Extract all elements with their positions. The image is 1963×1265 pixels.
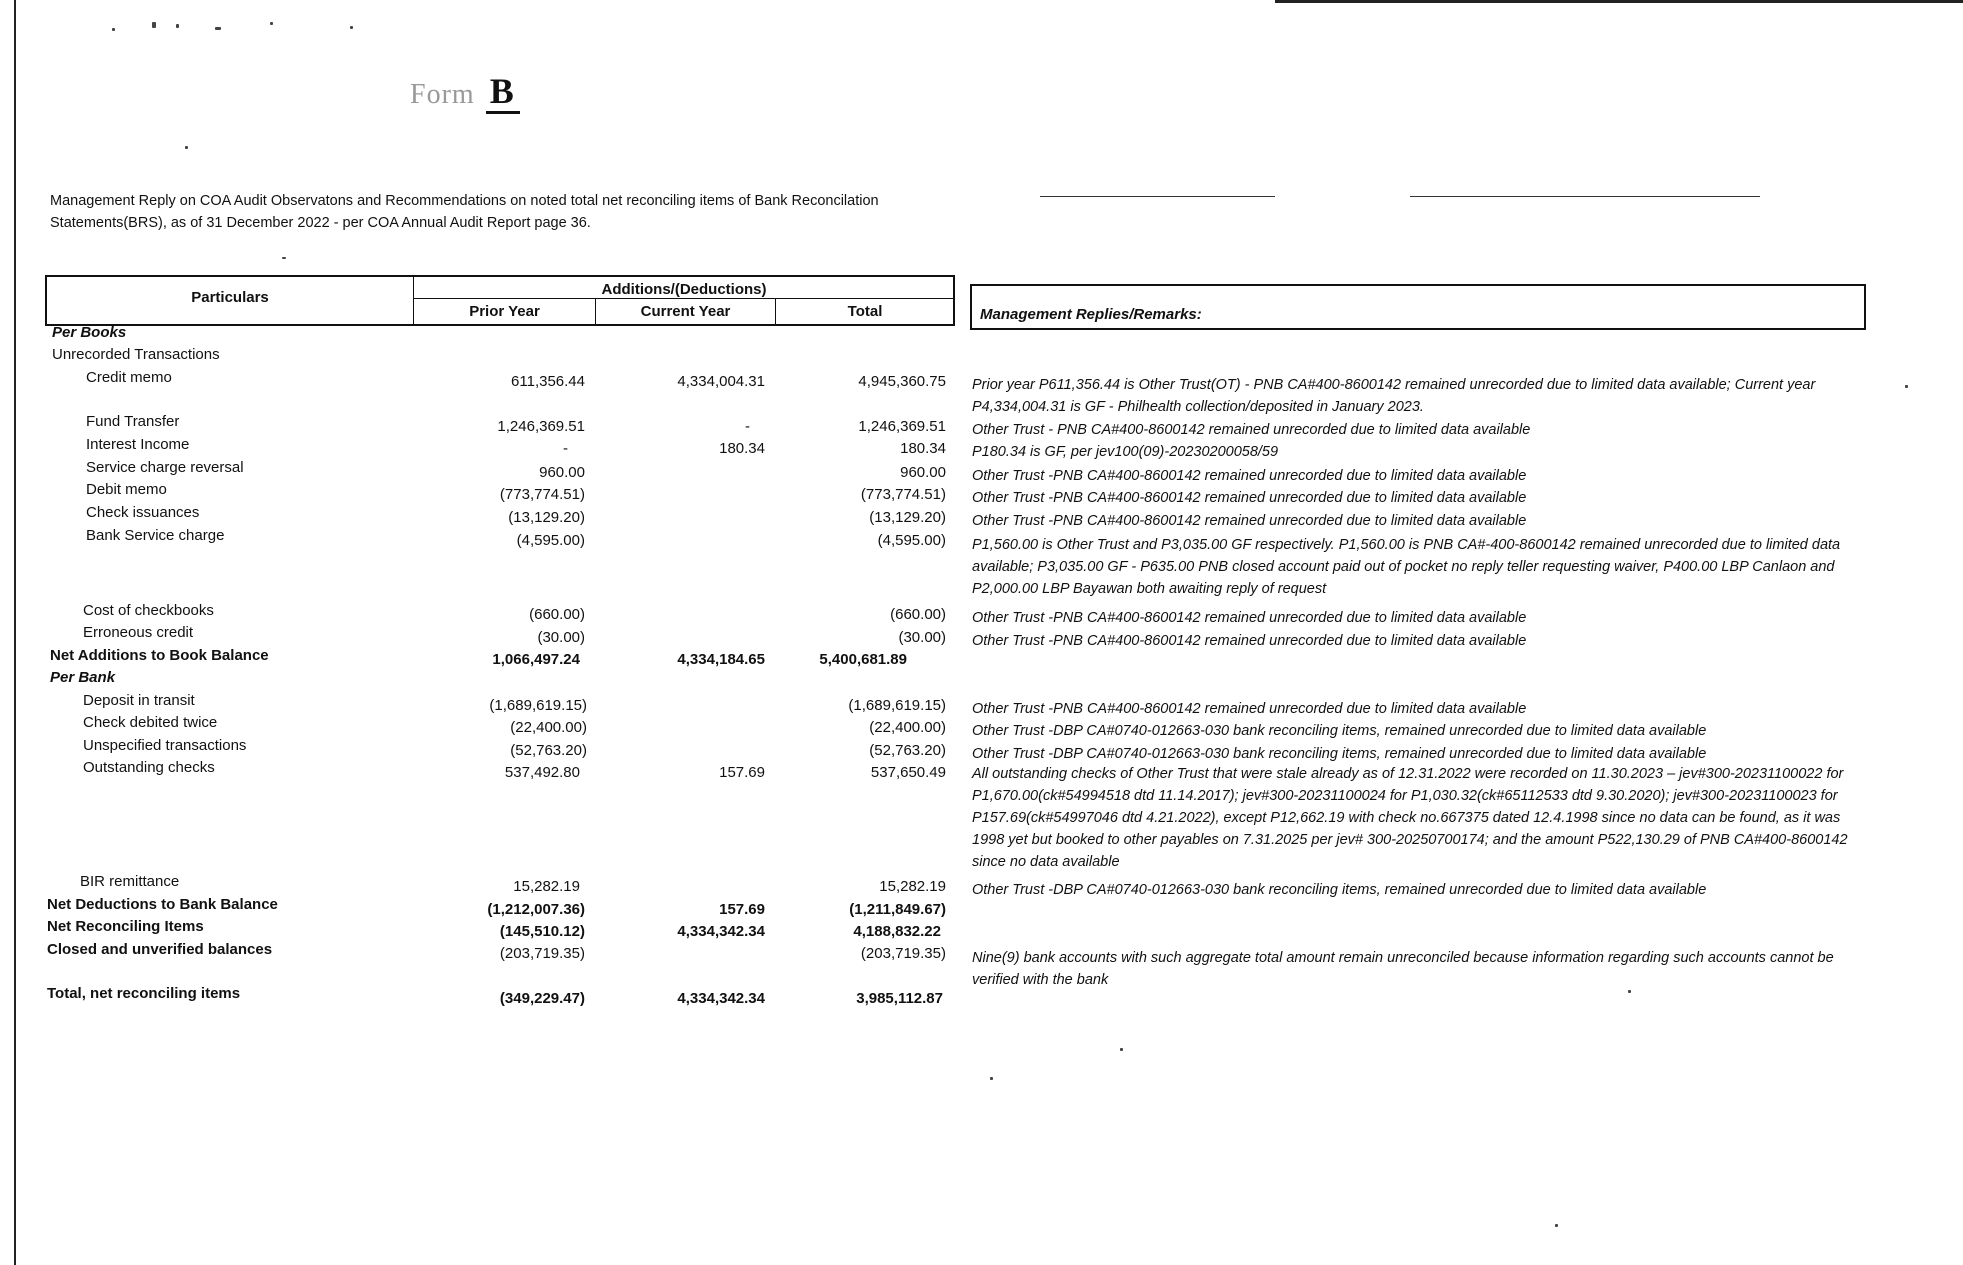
- row-current: 4,334,342.34: [677, 923, 765, 940]
- row-total: (13,129.20): [869, 509, 946, 526]
- row-remark: P1,560.00 is Other Trust and P3,035.00 GF respectively. P1,560.00 is PNB CA#-400-8600142 remained unrecorded due to limited data available; P3,035.00 GF - P635.00 PNB closed account paid out of pocket no reply teller requesting waiver, P400.00 LBP Canlaon and P2,000.00 LBP Bayawan both awaiting reply of request: [972, 537, 1841, 597]
- scan-speck: [1555, 1224, 1558, 1227]
- row-label: Closed and unverified balances: [47, 941, 273, 958]
- scan-speck: [350, 26, 353, 29]
- row-label: Total, net reconciling items: [47, 985, 241, 1002]
- row-label: BIR remittance: [80, 873, 180, 890]
- row-prior: (30.00): [537, 629, 585, 646]
- row-prior: (1,212,007.36): [487, 901, 585, 918]
- row-prior: (13,129.20): [508, 509, 585, 526]
- row-remark: Other Trust -DBP CA#0740-012663-030 bank reconciling items, remained unrecorded due to limited data available: [972, 723, 1707, 739]
- row-prior: (22,400.00): [510, 719, 587, 736]
- prior-year-header: Prior Year: [469, 303, 540, 320]
- row-label: Fund Transfer: [86, 413, 180, 430]
- scan-speck: [270, 22, 273, 25]
- annex-mark-letter: B: [486, 71, 520, 114]
- scan-speck: [185, 146, 188, 149]
- row-prior: (52,763.20): [510, 742, 587, 759]
- row-remark: Prior year P611,356.44 is Other Trust(OT) - PNB CA#400-8600142 remained unrecorded due to limited data available; Current year P4,334,004.31 is GF - Philhealth collection/deposited in January 2023.: [972, 377, 1816, 415]
- row-prior: (1,689,619.15): [489, 697, 587, 714]
- row-current: 180.34: [719, 440, 765, 457]
- row-remark: Other Trust -PNB CA#400-8600142 remained unrecorded due to limited data available: [972, 490, 1527, 506]
- row-prior: 537,492.80: [504, 764, 580, 781]
- scan-speck: [152, 22, 156, 28]
- row-label: Outstanding checks: [83, 759, 215, 776]
- row-label: Check debited twice: [83, 714, 218, 731]
- remarks-header: Management Replies/Remarks:: [980, 306, 1202, 323]
- row-prior: (4,595.00): [516, 532, 585, 549]
- header-divider: [413, 298, 954, 299]
- signature-line: [1040, 196, 1275, 197]
- row-current: -: [745, 418, 750, 435]
- row-total: (1,689,619.15): [848, 697, 946, 714]
- row-remark: P180.34 is GF, per jev100(09)-20230200058/59: [972, 444, 1279, 460]
- total-header: Total: [847, 303, 883, 320]
- row-remark: Other Trust -DBP CA#0740-012663-030 bank reconciling items, remained unrecorded due to limited data available: [972, 882, 1707, 898]
- row-total: (52,763.20): [869, 742, 946, 759]
- row-total: 4,188,832.22: [853, 923, 941, 940]
- row-label: Check issuances: [86, 504, 200, 521]
- scan-speck: [282, 257, 286, 259]
- particulars-header: Particulars: [191, 289, 269, 306]
- row-remark: Other Trust -PNB CA#400-8600142 remained unrecorded due to limited data available: [972, 633, 1527, 649]
- scan-speck: [112, 28, 115, 31]
- row-remark: Other Trust -PNB CA#400-8600142 remained unrecorded due to limited data available: [972, 513, 1527, 529]
- row-total: (1,211,849.67): [849, 901, 946, 918]
- row-prior: 960.00: [539, 464, 585, 481]
- row-label: Unspecified transactions: [83, 737, 247, 754]
- row-total: 4,945,360.75: [858, 373, 946, 390]
- row-label: Net Deductions to Bank Balance: [47, 896, 278, 913]
- signature-line: [1410, 196, 1760, 197]
- row-prior: -: [563, 440, 568, 457]
- scan-speck: [1120, 1048, 1123, 1051]
- section-per-bank: Per Bank: [50, 669, 116, 686]
- annex-mark: [410, 70, 520, 112]
- row-total: 5,400,681.89: [819, 651, 907, 668]
- row-prior: (773,774.51): [499, 486, 585, 503]
- row-current: 4,334,004.31: [677, 373, 765, 390]
- row-label: Service charge reversal: [86, 459, 244, 476]
- scan-edge-left: [14, 0, 16, 1265]
- row-total: (22,400.00): [869, 719, 946, 736]
- section-unrecorded: Unrecorded Transactions: [52, 346, 220, 363]
- row-total: 537,650.49: [870, 764, 946, 781]
- row-total: (773,774.51): [860, 486, 946, 503]
- row-remark: Other Trust -DBP CA#0740-012663-030 bank reconciling items, remained unrecorded due to limited data available: [972, 746, 1707, 762]
- scan-speck: [176, 24, 179, 28]
- row-remark: Other Trust -PNB CA#400-8600142 remained unrecorded due to limited data available: [972, 468, 1527, 484]
- additions-deductions-header: Additions/(Deductions): [601, 281, 767, 298]
- row-label: Net Additions to Book Balance: [50, 647, 269, 664]
- row-total: 1,246,369.51: [858, 418, 946, 435]
- section-per-books: Per Books: [52, 324, 127, 341]
- row-label: Bank Service charge: [86, 527, 225, 544]
- row-total: 960.00: [900, 464, 946, 481]
- row-current: 157.69: [719, 901, 765, 918]
- current-year-header: Current Year: [640, 303, 731, 320]
- scan-speck: [1905, 385, 1908, 388]
- row-remark: Other Trust -PNB CA#400-8600142 remained unrecorded due to limited data available: [972, 610, 1527, 626]
- row-remark: Other Trust - PNB CA#400-8600142 remained unrecorded due to limited data available: [972, 422, 1531, 438]
- row-prior: (349,229.47): [499, 990, 585, 1007]
- row-prior: (660.00): [529, 606, 585, 623]
- row-total: 180.34: [900, 440, 946, 457]
- row-remark: Nine(9) bank accounts with such aggregate total amount remain unreconciled because information regarding such accounts cannot be verified with the bank: [972, 950, 1834, 988]
- row-prior: 611,356.44: [511, 373, 585, 390]
- row-prior: 1,246,369.51: [497, 418, 585, 435]
- row-total: 3,985,112.87: [856, 990, 943, 1007]
- row-total: (30.00): [898, 629, 946, 646]
- row-total: (203,719.35): [860, 945, 946, 962]
- annex-mark-prefix: Form: [410, 79, 475, 110]
- row-total: (660.00): [890, 606, 946, 623]
- row-label: Erroneous credit: [83, 624, 194, 641]
- row-current: 4,334,342.34: [677, 990, 765, 1007]
- row-prior: 15,282.19: [513, 878, 580, 895]
- intro-paragraph: Management Reply on COA Audit Observatons and Recommendations on noted total net reconciling items of Bank Reconcilation Statements(BRS), as of 31 December 2022 - per COA Annual Audit Report page 36.: [50, 193, 879, 231]
- row-prior: (203,719.35): [499, 945, 585, 962]
- scan-speck: [990, 1077, 993, 1080]
- row-prior: 1,066,497.24: [492, 651, 580, 668]
- row-remark: All outstanding checks of Other Trust that were stale already as of 12.31.2022 were recorded on 11.30.2023 – jev#300-20231100022 for P1,670.00(ck#54994518 dtd 11.14.2017); jev#300-20231100024 for P1,030.32(ck#65112533 dtd 9.30.2020); jev#300-20231100023 for P157.69(ck#54997046 dtd 4.21.2022), except P12,662.19 with check no.667375 dated 12.4.1998 since no data can be found, as it was 1998 yet but booked to other payables on 7.31.2025 per jev# 300-20250700174; and the amount P522,130.29 of PNB CA#400-8600142 since no data available: [972, 766, 1848, 870]
- row-label: Cost of checkbooks: [83, 602, 214, 619]
- row-label: Interest Income: [86, 436, 190, 453]
- row-total: (4,595.00): [877, 532, 946, 549]
- scan-edge-top: [1275, 0, 1963, 3]
- scan-speck: [215, 27, 221, 30]
- row-label: Debit memo: [86, 481, 167, 498]
- row-label: Credit memo: [86, 369, 172, 386]
- row-current: 157.69: [719, 764, 765, 781]
- row-current: 4,334,184.65: [677, 651, 765, 668]
- row-remark: Other Trust -PNB CA#400-8600142 remained unrecorded due to limited data available: [972, 701, 1527, 717]
- row-prior: (145,510.12): [499, 923, 585, 940]
- row-total: 15,282.19: [879, 878, 946, 895]
- row-label: Deposit in transit: [83, 692, 195, 709]
- row-label: Net Reconciling Items: [47, 918, 204, 935]
